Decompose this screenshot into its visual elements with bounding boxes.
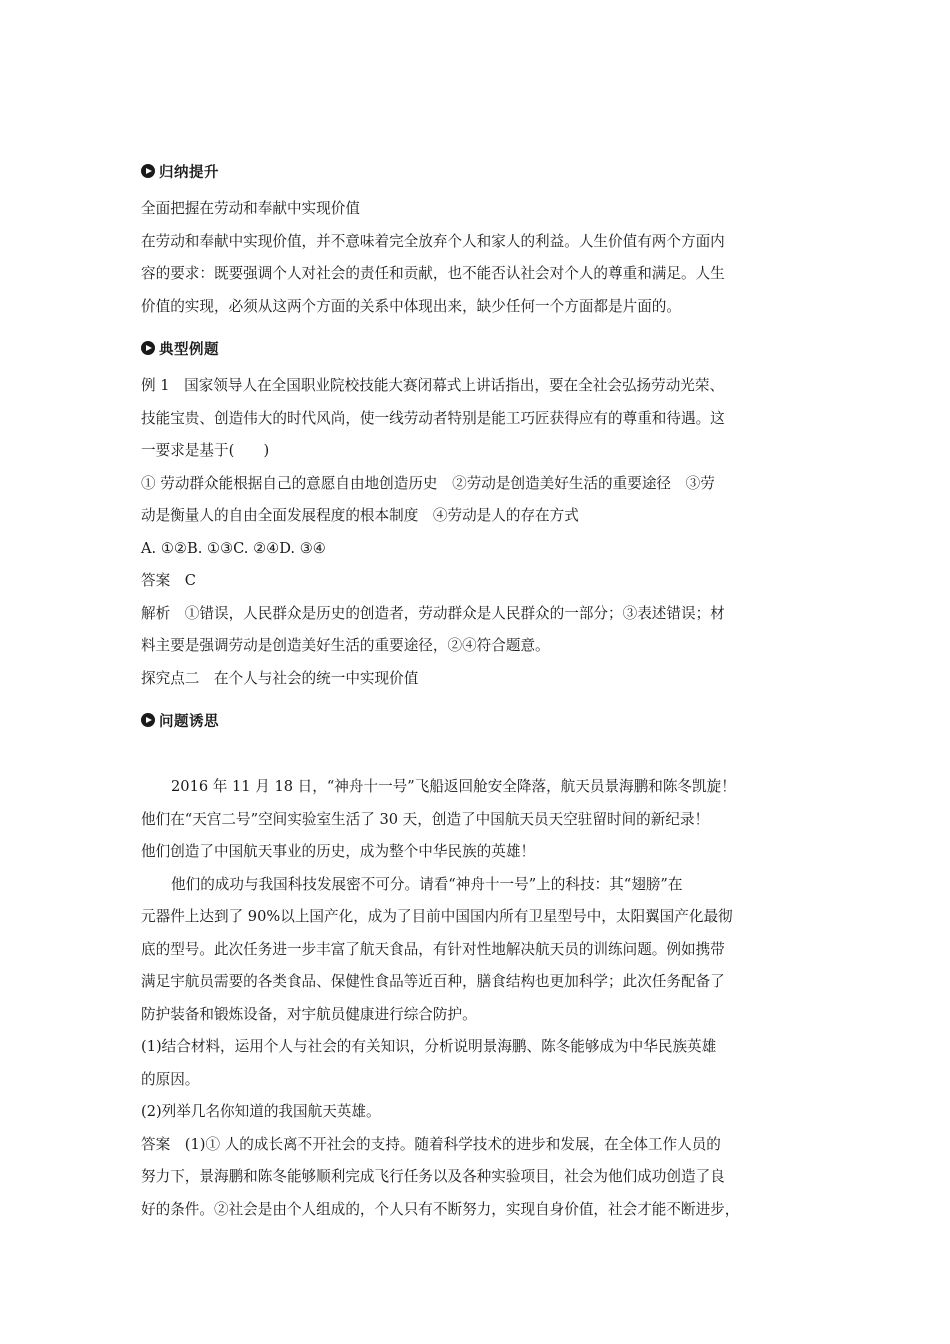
example-question-line: 例 1 国家领导人在全国职业院校技能大赛闭幕式上讲话指出，要在全社会弘扬劳动光荣、 — [141, 377, 725, 394]
question-line: (2)列举几名你知道的我国航天英雄。 — [141, 1103, 381, 1120]
material-paragraph-line: 他们的成功与我国科技发展密不可分。请看“神舟十一号”上的科技：其“翅膀”在 — [171, 875, 683, 893]
material-paragraph-line: 防护装备和锻炼设备，对宇航员健康进行综合防护。 — [141, 1005, 477, 1023]
example-question-line: 一要求是基于( ) — [141, 442, 270, 459]
example-heading — [141, 335, 821, 361]
example-analysis-line: 解析 ①错误，人民群众是历史的创造者，劳动群众是人民群众的一部分；③表述错误；材 — [141, 604, 725, 622]
answer-line: 努力下，景海鹏和陈冬能够顺利完成飞行任务以及各种实验项目，社会为他们成功创造了良 — [141, 1168, 725, 1185]
example-analysis-line: 料主要是强调劳动是创造美好生活的重要途径，②④符合题意。 — [141, 637, 550, 654]
summary-heading — [141, 158, 821, 184]
example-answer: 答案 C — [141, 572, 196, 589]
example-statement-line: 动是衡量人的自由全面发展程度的根本制度 ④劳动是人的存在方式 — [141, 507, 579, 524]
example-heading-text: 典型例题 — [159, 341, 219, 358]
example-statement-line: ① 劳动群众能根据自己的意愿自由地创造历史 ②劳动是创造美好生活的重要途径 ③劳 — [141, 474, 715, 492]
summary-line: 价值的实现，必须从这两个方面的关系中体现出来，缺少任何一个方面都是片面的。 — [141, 297, 681, 315]
explore-point-title: 探究点二 在个人与社会的统一中实现价值 — [141, 669, 419, 687]
inquiry-heading-text: 问题诱思 — [159, 713, 219, 730]
question-line: (1)结合材料，运用个人与社会的有关知识，分析说明景海鹏、陈冬能够成为中华民族英雄 — [141, 1038, 717, 1055]
material-paragraph-line: 元器件上达到了 90%以上国产化，成为了目前中国国内所有卫星型号中，太阳翼国产化最彻 — [141, 908, 733, 925]
play-circle-icon — [141, 341, 155, 355]
answer-line: 好的条件。②社会是由个人组成的，个人只有不断努力，实现自身价值，社会才能不断进步， — [141, 1200, 740, 1218]
material-paragraph-line: 他们创造了中国航天事业的历史，成为整个中华民族的英雄！ — [141, 843, 536, 860]
answer-line: 答案 (1)① 人的成长离不开社会的支持。随着科学技术的进步和发展，在全体工作人员的 — [141, 1135, 721, 1153]
material-paragraph-line: 底的型号。此次任务进一步丰富了航天食品，有针对性地解决航天员的训练问题。例如携带 — [141, 940, 725, 958]
example-question-line: 技能宝贵、创造伟大的时代风尚，使一线劳动者特别是能工巧匠获得应有的尊重和待遇。这 — [141, 409, 725, 427]
example-options: A. ①②B. ①③C. ②④D. ③④ — [141, 539, 326, 557]
material-paragraph-line: 他们在“天宫二号”空间实验室生活了 30 天，创造了中国航天员天空驻留时间的新纪录！ — [141, 810, 710, 828]
play-circle-icon — [141, 164, 155, 178]
material-paragraph-line: 满足宇航员需要的各类食品、保健性食品等近百种，膳食结构也更加科学；此次任务配备了 — [141, 973, 725, 990]
summary-line: 在劳动和奉献中实现价值，并不意味着完全放弃个人和家人的利益。人生价值有两个方面内 — [141, 232, 725, 250]
material-paragraph-line: 2016 年 11 月 18 日，“神舟十一号”飞船返回舱安全降落，航天员景海鹏和陈冬凯旋！ — [171, 778, 736, 795]
document-page — [141, 158, 821, 1226]
summary-line: 全面把握在劳动和奉献中实现价值 — [141, 200, 360, 217]
summary-line: 容的要求：既要强调个人对社会的责任和贡献，也不能否认社会对个人的尊重和满足。人生 — [141, 265, 725, 282]
question-line: 的原因。 — [141, 1070, 200, 1088]
summary-heading-text: 归纳提升 — [159, 164, 219, 181]
inquiry-heading — [141, 707, 821, 733]
play-circle-icon — [141, 713, 155, 727]
